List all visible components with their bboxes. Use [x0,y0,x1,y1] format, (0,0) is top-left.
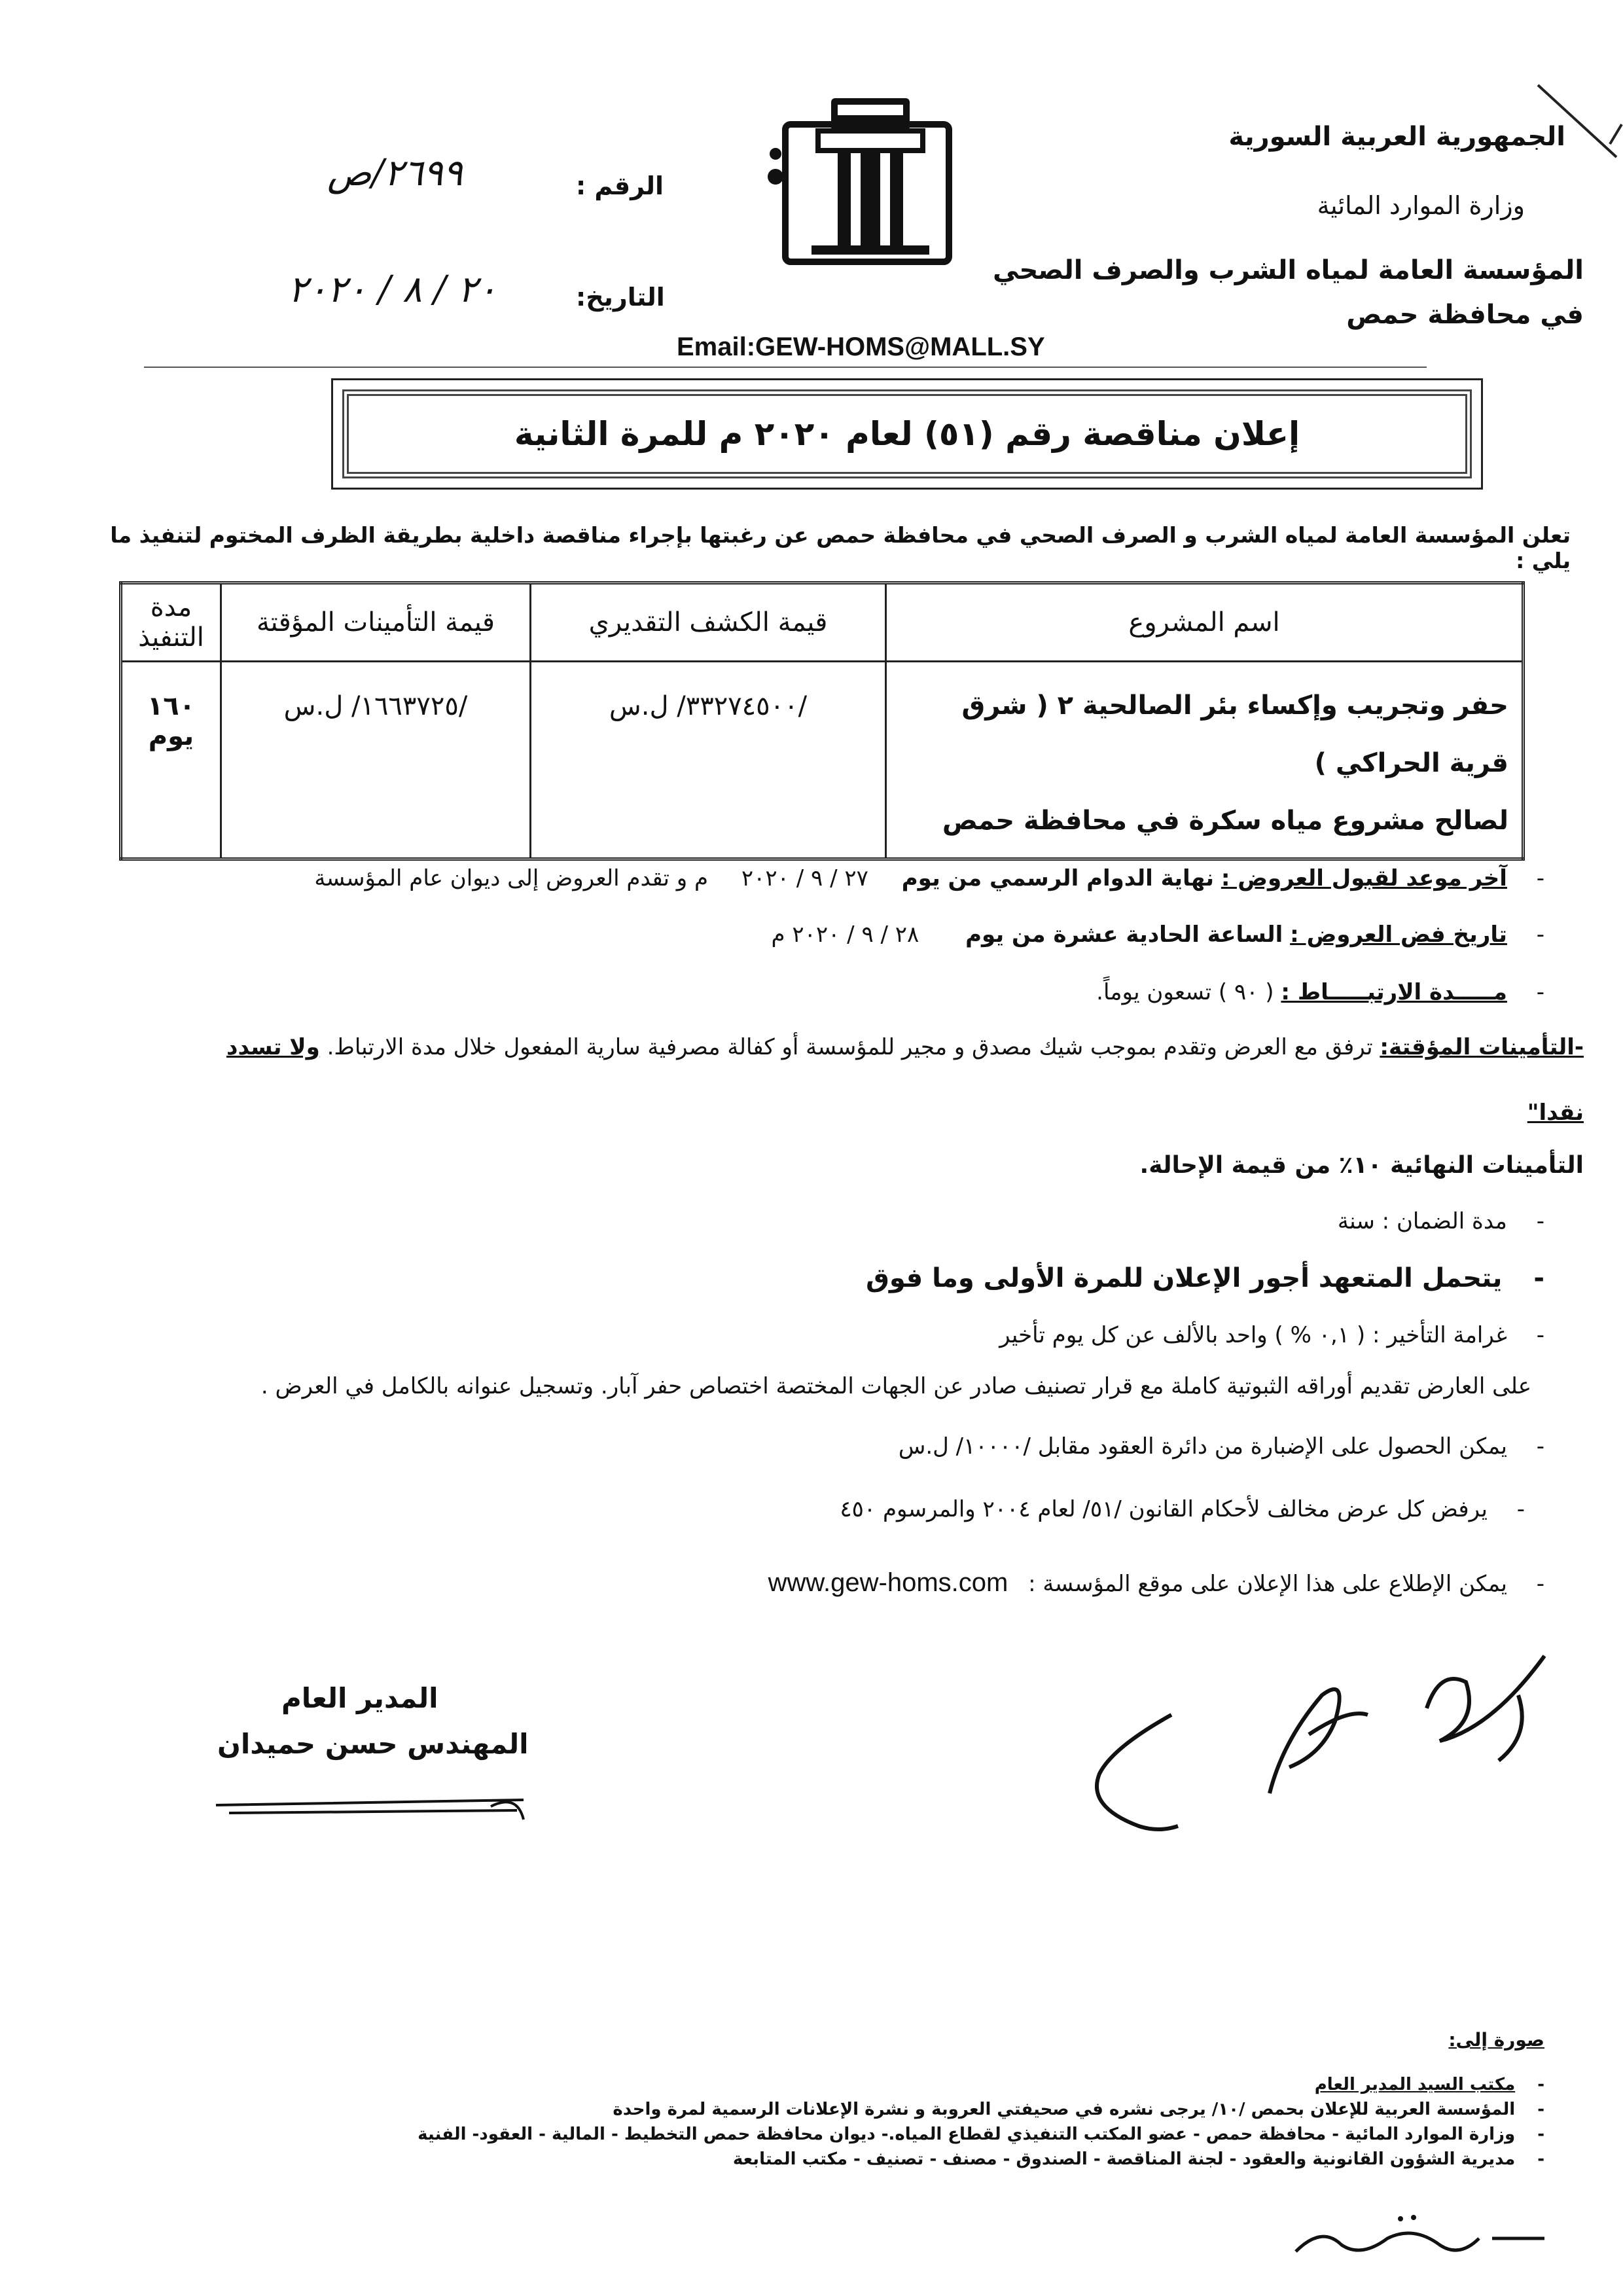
cell-deposit: /١٦٦٣٧٢٥/ ل.س [221,662,531,859]
deadline-date: ٢٧ / ٩ / ٢٠٢٠ [741,865,868,891]
deadline-tail: م و تقدم العروض إلى ديوان عام المؤسسة [314,865,709,891]
date-value: ٢٠ / ٨ / ٢٠٢٠ [288,268,497,311]
header-duration: مدة التنفيذ [121,583,221,662]
item-ad-fees: - يتحمل المتعهد أجور الإعلان للمرة الأولى وما فوق [866,1263,1544,1293]
deadline-label: آخر موعد لقبول العروض : [1221,865,1507,891]
temp-tail: ولا تسدد [226,1034,320,1060]
temp-tail2: نقدا" [1527,1100,1584,1126]
deadline-text: نهاية الدوام الرسمي من يوم [901,865,1215,891]
penalty-text: غرامة التأخير : ( ٠,١ % ) واحد بالألف عن كل يوم تأخير [999,1322,1507,1348]
copy-line: -مكتب السيد المدير العام [1314,2075,1544,2094]
warranty-text: مدة الضمان : سنة [1337,1208,1507,1234]
institution-name: المؤسسة العامة لمياه الشرب والصرف الصحي [992,255,1584,285]
header-deposit: قيمة التأمينات المؤقتة [221,583,531,662]
item-opening: - تاريخ فض العروض : الساعة الحادية عشرة من يوم ٢٨ / ٩ / ٢٠٢٠ م [771,922,1544,948]
corner-mark [1531,79,1623,170]
item-temp-deposit [226,1034,1584,1060]
table-row [121,662,1524,859]
item-deadline: - آخر موعد لقبول العروض : نهاية الدوام الرسمي من يوم ٢٧ / ٩ / ٢٠٢٠ م و تقدم العروض إلى ديوان عام المؤسسة [314,865,1544,891]
copies-label: صورة إلى: [1448,2029,1544,2051]
intro-text: تعلن المؤسسة العامة لمياه الشرب و الصرف الصحي في محافظة حمص عن رغبتها بإجراء مناقصة داخلية بطريقة الظرف المختوم لتنفيذ ما يلي : [110,522,1571,573]
final-deposit: التأمينات النهائية ١٠٪ من قيمة الإحالة. [1139,1152,1584,1179]
copy-line: -المؤسسة العربية للإعلان بحمص /١٠/ يرجى نشره في صحيفتي العروبة و نشرة الإعلانات الرسمية لمرة واحدة [613,2100,1544,2119]
announcement-title: إعلان مناقصة رقم (٥١) لعام ٢٠٢٠ م للمرة الثانية [342,389,1472,478]
project-line2: لصالح مشروع مياه سكرة في محافظة حمص [942,806,1508,836]
signature-title: المدير العام [281,1682,438,1714]
bond-label: مـــــدة الارتبـــــاط : [1281,979,1507,1005]
item-website: - يمكن الإطلاع على هذا الإعلان على موقع المؤسسة : www.gew-homs.com [768,1568,1544,1597]
website-text: يمكن الإطلاع على هذا الإعلان على موقع المؤسسة : [1028,1571,1507,1597]
cell-duration: ١٦٠ يوم [121,662,221,859]
governorate-name: في محافظة حمص [1346,300,1584,330]
ad-fees-text: يتحمل المتعهد أجور الإعلان للمرة الأولى وما فوق [866,1263,1503,1293]
number-label: الرقم : [576,171,664,200]
date-label: التاريخ: [576,283,665,312]
opening-text: الساعة الحادية عشرة من يوم [965,922,1283,948]
item-bond: - مـــــدة الارتبـــــاط : ( ٩٠ ) تسعون يوماً. [1096,979,1544,1005]
signature-name: المهندس حسن حميدان [217,1728,529,1760]
bond-text: ( ٩٠ ) تسعون يوماً. [1096,979,1274,1005]
country-name: الجمهورية العربية السورية [1228,122,1565,152]
number-value: ٢٦٩٩/ص [327,152,463,194]
signature-underline-icon [209,1767,537,1833]
item-dossier: - يمكن الحصول على الإضبارة من دائرة العقود مقابل /١٠٠٠٠/ ل.س [898,1433,1544,1460]
ministry-name: وزارة الموارد المائية [1317,191,1525,220]
header-rule [144,367,1427,368]
stamp-icon [1283,2199,1571,2278]
dossier-text: يمكن الحصول على الإضبارة من دائرة العقود مقابل /١٠٠٠٠/ ل.س [898,1433,1507,1460]
item-warranty: - مدة الضمان : سنة [1337,1208,1544,1234]
website-link[interactable]: www.gew-homs.com [768,1568,1008,1597]
institution-logo-icon [759,92,982,275]
opening-date: ٢٨ / ٩ / ٢٠٢٠ م [771,922,919,948]
temp-label: -التأمينات المؤقتة: [1380,1034,1584,1060]
cell-estimate: /٣٣٢٧٤٥٠٠/ ل.س [531,662,886,859]
table-header-row [121,583,1524,662]
header-project: اسم المشروع [886,583,1524,662]
header-estimate: قيمة الكشف التقديري [531,583,886,662]
temp-text: ترفق مع العرض وتقدم بموجب شيك مصدق و مجير للمؤسسة أو كفالة مصرفية سارية المفعول خلال مدة الارتباط. [327,1034,1373,1060]
tender-table [119,581,1525,861]
email-address: Email:GEW-HOMS@MALL.SY [677,332,1045,361]
title-frame [331,378,1483,490]
signature-icon [1073,1643,1597,1852]
item-penalty: - غرامة التأخير : ( ٠,١ % ) واحد بالألف عن كل يوم تأخير [999,1322,1544,1348]
item-reject: - يرفض كل عرض مخالف لأحكام القانون /٥١/ لعام ٢٠٠٤ والمرسوم ٤٥٠ [840,1496,1525,1522]
docs-text: على العارض تقديم أوراقه الثبوتية كاملة مع قرار تصنيف صادر عن الجهات المختصة اختصاص حفر آبار. وتسجيل عنوانه بالكامل في العرض . [260,1373,1531,1399]
project-line1: حفر وتجريب وإكساء بئر الصالحية ٢ ( شرق قرية الحراكي ) [961,691,1508,778]
opening-label: تاريخ فض العروض : [1290,922,1507,948]
reject-text: يرفض كل عرض مخالف لأحكام القانون /٥١/ لعام ٢٠٠٤ والمرسوم ٤٥٠ [840,1496,1488,1522]
cell-project [886,662,1524,859]
copy-line: -وزارة الموارد المائية - محافظة حمص - عضو المكتب التنفيذي لقطاع المياه.- ديوان محافظة حمص التخطيط - المالية - العقود- الفنية [418,2125,1544,2144]
copy-line: -مديرية الشؤون القانونية والعقود - لجنة المناقصة - الصندوق - مصنف - تصنيف - مكتب المتابعة [732,2149,1544,2169]
